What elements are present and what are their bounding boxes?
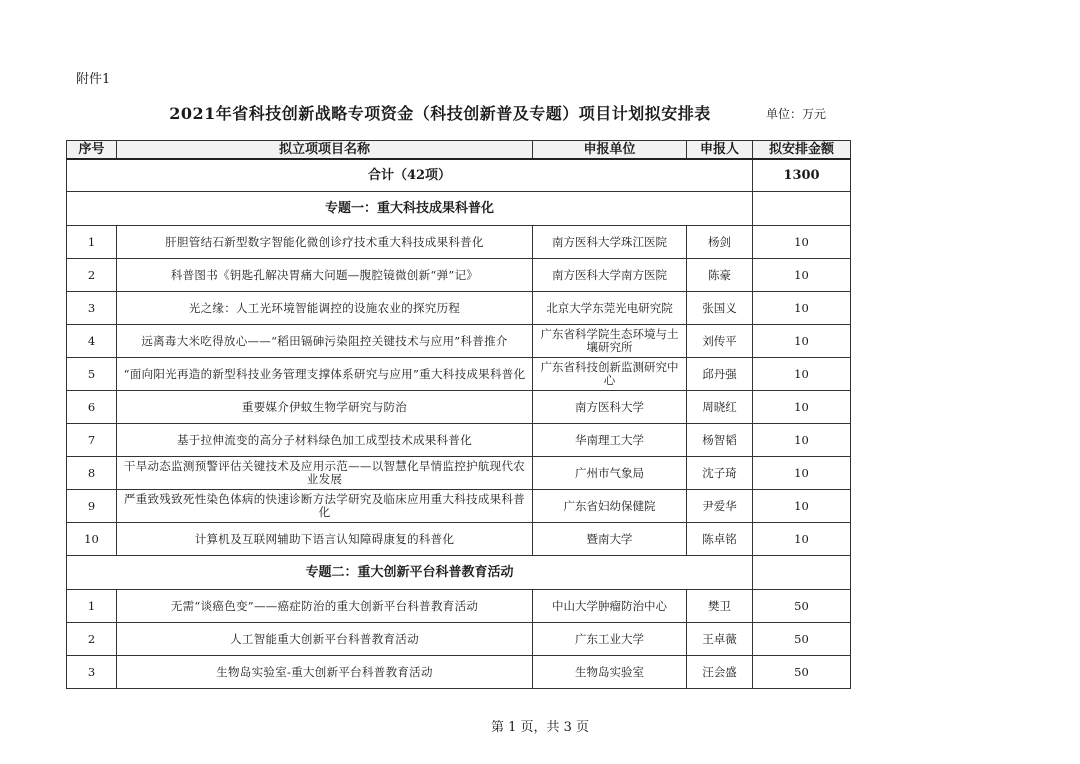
cell-applicant: 邱丹强 <box>687 358 753 391</box>
section-row <box>67 192 851 226</box>
cell-project-name: 远离毒大米吃得放心——“稻田镉砷污染阻控关键技术与应用”科普推介 <box>117 325 533 358</box>
cell-project-name: 肝胆管结石新型数字智能化微创诊疗技术重大科技成果科普化 <box>117 226 533 259</box>
cell-applicant: 杨智韬 <box>687 424 753 457</box>
page-footer: 第 1 页，共 3 页 <box>490 720 590 735</box>
cell-amount: 50 <box>753 590 851 623</box>
cell-project-name: “面向阳光再造的新型科技业务管理支撑体系研究与应用”重大科技成果科普化 <box>117 358 533 391</box>
cell-index: 10 <box>67 523 117 556</box>
cell-project-name: 计算机及互联网辅助下语言认知障碍康复的科普化 <box>117 523 533 556</box>
attachment-label: 附件1 <box>76 72 111 87</box>
cell-applicant-unit: 中山大学肿瘤防治中心 <box>533 590 687 623</box>
project-table <box>66 140 851 689</box>
cell-index: 1 <box>67 226 117 259</box>
cell-amount: 50 <box>753 623 851 656</box>
cell-applicant: 陈卓铭 <box>687 523 753 556</box>
section-amount-cell <box>753 192 851 226</box>
cell-index: 5 <box>67 358 117 391</box>
cell-applicant-unit: 南方医科大学珠江医院 <box>533 226 687 259</box>
table-row <box>67 523 851 556</box>
cell-project-name: 无需“谈癌色变”——癌症防治的重大创新平台科普教育活动 <box>117 590 533 623</box>
cell-applicant: 周晓红 <box>687 391 753 424</box>
header-amount: 拟安排金额 <box>753 141 851 160</box>
cell-applicant-unit: 南方医科大学南方医院 <box>533 259 687 292</box>
cell-index: 7 <box>67 424 117 457</box>
cell-applicant: 张国义 <box>687 292 753 325</box>
total-label: 合计（42项） <box>67 159 753 192</box>
cell-project-name: 光之缘：人工光环境智能调控的设施农业的探究历程 <box>117 292 533 325</box>
unit-label: 单位：万元 <box>766 107 827 121</box>
cell-applicant: 樊卫 <box>687 590 753 623</box>
cell-index: 1 <box>67 590 117 623</box>
cell-applicant-unit: 南方医科大学 <box>533 391 687 424</box>
section-title: 专题一：重大科技成果科普化 <box>67 192 753 226</box>
cell-project-name: 科普图书《钥匙孔解决胃痛大问题—腹腔镜微创新“弹”记》 <box>117 259 533 292</box>
cell-index: 2 <box>67 623 117 656</box>
cell-applicant-unit: 暨南大学 <box>533 523 687 556</box>
cell-applicant: 刘传平 <box>687 325 753 358</box>
cell-index: 3 <box>67 656 117 689</box>
cell-amount: 10 <box>753 358 851 391</box>
table-row <box>67 292 851 325</box>
document-title: 2021年省科技创新战略专项资金（科技创新普及专题）项目计划拟安排表 <box>169 104 711 123</box>
cell-applicant: 杨剑 <box>687 226 753 259</box>
cell-project-name: 基于拉伸流变的高分子材料绿色加工成型技术成果科普化 <box>117 424 533 457</box>
cell-amount: 10 <box>753 292 851 325</box>
total-amount: 1300 <box>753 159 851 192</box>
table-row <box>67 457 851 490</box>
cell-applicant: 陈豪 <box>687 259 753 292</box>
cell-amount: 10 <box>753 325 851 358</box>
cell-project-name: 严重致残致死性染色体病的快速诊断方法学研究及临床应用重大科技成果科普化 <box>117 490 533 523</box>
cell-index: 2 <box>67 259 117 292</box>
header-project-name: 拟立项项目名称 <box>117 141 533 160</box>
cell-applicant-unit: 广东省科学院生态环境与土壤研究所 <box>533 325 687 358</box>
cell-index: 6 <box>67 391 117 424</box>
cell-applicant-unit: 广东工业大学 <box>533 623 687 656</box>
cell-project-name: 生物岛实验室-重大创新平台科普教育活动 <box>117 656 533 689</box>
table-row <box>67 590 851 623</box>
table-row <box>67 656 851 689</box>
table-row <box>67 358 851 391</box>
header-applicant-unit: 申报单位 <box>533 141 687 160</box>
cell-amount: 10 <box>753 490 851 523</box>
cell-project-name: 人工智能重大创新平台科普教育活动 <box>117 623 533 656</box>
cell-amount: 50 <box>753 656 851 689</box>
header-applicant: 申报人 <box>687 141 753 160</box>
table-row <box>67 226 851 259</box>
cell-index: 3 <box>67 292 117 325</box>
cell-applicant-unit: 生物岛实验室 <box>533 656 687 689</box>
cell-applicant: 王卓薇 <box>687 623 753 656</box>
table-row <box>67 325 851 358</box>
cell-project-name: 重要媒介伊蚊生物学研究与防治 <box>117 391 533 424</box>
cell-applicant: 汪会盛 <box>687 656 753 689</box>
cell-applicant-unit: 华南理工大学 <box>533 424 687 457</box>
cell-amount: 10 <box>753 259 851 292</box>
cell-amount: 10 <box>753 391 851 424</box>
cell-applicant: 沈子琦 <box>687 457 753 490</box>
cell-amount: 10 <box>753 523 851 556</box>
table-header-row <box>67 141 851 160</box>
cell-index: 8 <box>67 457 117 490</box>
cell-index: 9 <box>67 490 117 523</box>
section-amount-cell <box>753 556 851 590</box>
section-title: 专题二：重大创新平台科普教育活动 <box>67 556 753 590</box>
header-index: 序号 <box>67 141 117 160</box>
table-row <box>67 424 851 457</box>
cell-index: 4 <box>67 325 117 358</box>
cell-project-name: 干旱动态监测预警评估关键技术及应用示范——以智慧化旱情监控护航现代农业发展 <box>117 457 533 490</box>
table-row <box>67 623 851 656</box>
cell-applicant-unit: 广东省妇幼保健院 <box>533 490 687 523</box>
cell-amount: 10 <box>753 457 851 490</box>
cell-applicant: 尹爱华 <box>687 490 753 523</box>
cell-applicant-unit: 广州市气象局 <box>533 457 687 490</box>
table-row <box>67 259 851 292</box>
section-row <box>67 556 851 590</box>
cell-amount: 10 <box>753 424 851 457</box>
cell-applicant-unit: 广东省科技创新监测研究中心 <box>533 358 687 391</box>
cell-applicant-unit: 北京大学东莞光电研究院 <box>533 292 687 325</box>
total-row <box>67 159 851 192</box>
table-row <box>67 490 851 523</box>
table-row <box>67 391 851 424</box>
cell-amount: 10 <box>753 226 851 259</box>
